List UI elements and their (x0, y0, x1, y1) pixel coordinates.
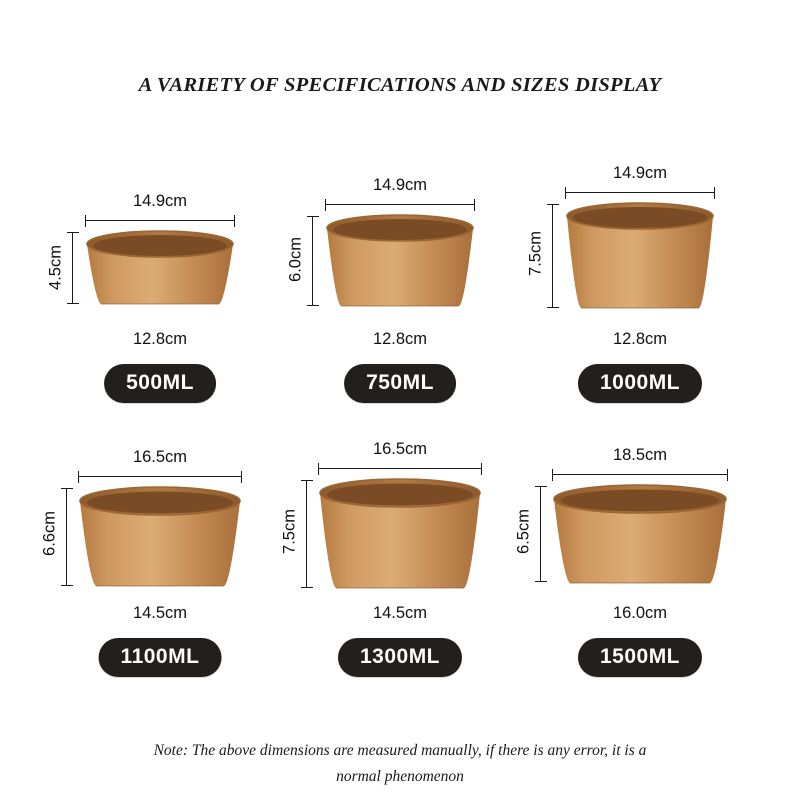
height-rule-1500ml (540, 486, 541, 582)
top-diameter-rule-1100ml (78, 476, 242, 477)
top-diameter-rule-750ml (325, 204, 475, 205)
page-title: A VARIETY OF SPECIFICATIONS AND SIZES DISPLAY (138, 74, 662, 96)
bottom-diameter-label-1500ml: 16.0cm (612, 604, 668, 622)
height-rule-500ml (72, 232, 73, 304)
bottom-diameter-label-1100ml: 14.5cm (132, 604, 188, 622)
height-rule-1300ml (306, 480, 307, 588)
bowl-illustration-1500ml (552, 484, 728, 590)
height-label-1000ml: 7.5cm (526, 231, 545, 276)
footnote (0, 738, 800, 790)
product-cell-1000ml (520, 150, 760, 420)
product-grid (40, 150, 760, 690)
height-label-750ml: 6.0cm (286, 237, 305, 282)
capacity-badge-500ml[interactable]: 500ML (104, 364, 216, 403)
capacity-badge-1000ml[interactable]: 1000ML (578, 364, 702, 403)
bowl-illustration-1100ml (78, 486, 242, 592)
bottom-diameter-label-500ml: 12.8cm (132, 330, 188, 348)
footnote-line-2: normal phenomenon (336, 768, 464, 785)
capacity-badge-1500ml[interactable]: 1500ML (578, 638, 702, 677)
top-diameter-label-1300ml: 16.5cm (372, 440, 428, 458)
bottom-diameter-label-1000ml: 12.8cm (612, 330, 668, 348)
capacity-badge-1300ml[interactable]: 1300ML (338, 638, 462, 677)
top-diameter-label-1100ml: 16.5cm (132, 448, 188, 466)
height-rule-1000ml (552, 204, 553, 308)
top-diameter-label-1000ml: 14.9cm (612, 164, 668, 182)
top-diameter-rule-1500ml (552, 474, 728, 475)
top-diameter-rule-1300ml (318, 468, 482, 469)
top-diameter-label-750ml: 14.9cm (372, 176, 428, 194)
height-label-1500ml: 6.5cm (514, 509, 533, 554)
height-label-1300ml: 7.5cm (280, 509, 299, 554)
capacity-badge-1100ml[interactable]: 1100ML (99, 638, 222, 677)
product-cell-1500ml (514, 420, 760, 690)
height-rule-750ml (312, 216, 313, 306)
footnote-line-1: Note: The above dimensions are measured manually, if there is any error, it is a (153, 742, 647, 759)
capacity-badge-750ml[interactable]: 750ML (344, 364, 456, 403)
bowl-illustration-750ml (325, 214, 475, 312)
top-diameter-rule-500ml (85, 220, 235, 221)
height-label-500ml: 4.5cm (46, 245, 65, 290)
bottom-diameter-label-750ml: 12.8cm (372, 330, 428, 348)
product-cell-750ml (280, 150, 520, 420)
product-cell-1300ml (280, 420, 520, 690)
bowl-illustration-500ml (85, 230, 235, 310)
product-cell-500ml (40, 150, 280, 420)
bottom-diameter-label-1300ml: 14.5cm (372, 604, 428, 622)
bowl-illustration-1300ml (318, 478, 482, 594)
top-diameter-label-500ml: 14.9cm (132, 192, 188, 210)
top-diameter-label-1500ml: 18.5cm (612, 446, 668, 464)
height-rule-1100ml (66, 488, 67, 586)
height-label-1100ml: 6.6cm (40, 511, 59, 556)
product-cell-1100ml (40, 420, 280, 690)
top-diameter-rule-1000ml (565, 192, 715, 193)
bowl-illustration-1000ml (565, 202, 715, 314)
